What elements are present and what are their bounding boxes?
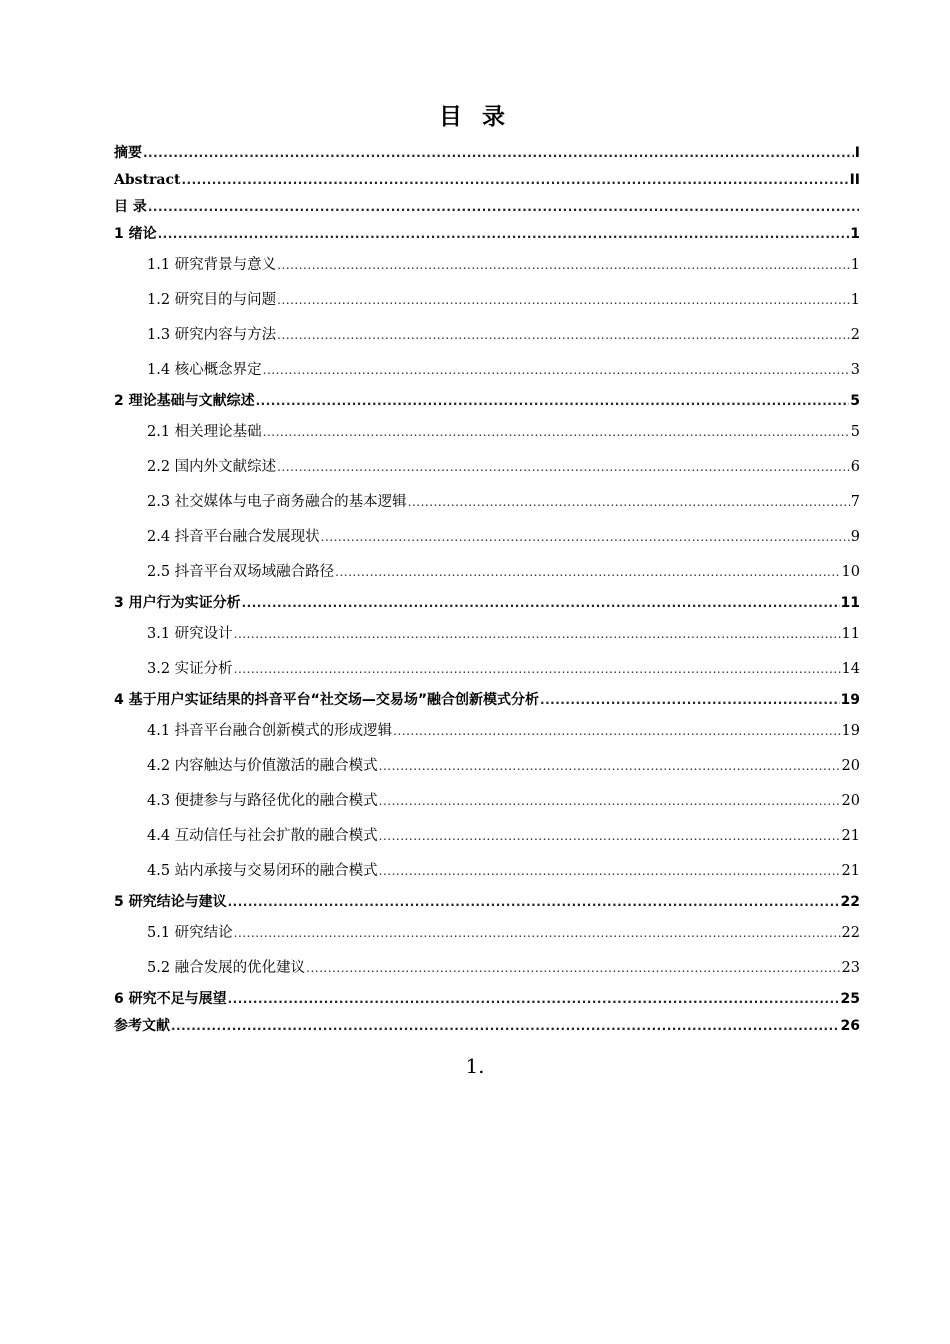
toc-entry-label: 2.5 抖音平台双场域融合路径 [147,564,335,580]
toc-leader-dots [234,617,841,652]
toc-entry-label: 3 用户行为实证分析 [114,595,241,611]
toc-leader-dots [540,687,839,714]
toc-entry-label: 1.2 研究目的与问题 [147,292,277,308]
toc-section-entry[interactable] [114,555,860,590]
toc-entry-label: 5 研究结论与建议 [114,894,227,910]
toc-entry-label: 2.3 社交媒体与电子商务融合的基本逻辑 [147,494,407,510]
toc-section-entry[interactable] [114,749,860,784]
toc-entry-label: 2.2 国内外文献综述 [147,459,277,475]
toc-page-number: 1 [850,257,860,273]
toc-page-number: 5 [850,393,860,409]
toc-entry-label: 4.5 站内承接与交易闭环的融合模式 [147,863,378,879]
toc-page-number: 2 [850,327,860,343]
toc-page-number: 21 [841,828,860,844]
toc-leader-dots [277,450,850,485]
toc-page-number: 20 [841,793,860,809]
toc-leader-dots [277,248,850,283]
toc-section-entry[interactable] [114,714,860,749]
toc-entry-label: 2 理论基础与文献综述 [114,393,255,409]
toc-page-number: 22 [841,925,860,941]
toc-page-number: 23 [841,960,860,976]
toc-leader-dots [263,353,850,388]
toc-entry-label: 5.1 研究结论 [147,925,233,941]
toc-entry-label: 3.1 研究设计 [147,626,233,642]
toc-page-number: 25 [840,991,860,1007]
toc-chapter-entry[interactable] [114,140,860,167]
toc-leader-dots [228,986,840,1013]
toc-section-entry[interactable] [114,652,860,687]
toc-entry-label: 4.1 抖音平台融合创新模式的形成逻辑 [147,723,393,739]
toc-chapter-entry[interactable] [114,167,860,194]
toc-leader-dots [234,652,841,687]
toc-title: 目 录 [438,104,511,130]
toc-page-number: 21 [841,863,860,879]
toc-section-entry[interactable] [114,485,860,520]
toc-chapter-entry[interactable] [114,986,860,1013]
toc-leader-dots [277,283,850,318]
toc-leader-dots [158,221,850,248]
toc-section-entry[interactable] [114,784,860,819]
toc-leader-dots [148,194,859,221]
toc-entry-label: 1.4 核心概念界定 [147,362,262,378]
toc-entry-label: 1.3 研究内容与方法 [147,327,277,343]
toc-entry-label: 摘要 [114,145,142,161]
toc-page-number: 7 [850,494,860,510]
toc-leader-dots [228,889,840,916]
toc-section-entry[interactable] [114,450,860,485]
toc-section-entry[interactable] [114,248,860,283]
toc-leader-dots [335,555,840,590]
toc-page-number: 19 [840,692,860,708]
toc-page-number: 10 [841,564,860,580]
toc-section-entry[interactable] [114,819,860,854]
toc-chapter-entry[interactable] [114,221,860,248]
toc-leader-dots [234,916,841,951]
toc-leader-dots [408,485,850,520]
toc-leader-dots [263,415,850,450]
toc-leader-dots [256,388,850,415]
toc-leader-dots [321,520,850,555]
toc-entry-label: 1.1 研究背景与意义 [147,257,277,273]
toc-leader-dots [379,819,841,854]
toc-list [114,140,860,1040]
toc-entry-label: Abstract [114,172,181,188]
toc-section-entry[interactable] [114,353,860,388]
toc-page-number: 20 [841,758,860,774]
toc-page-number: 11 [840,595,860,611]
toc-entry-label: 2.4 抖音平台融合发展现状 [147,529,320,545]
toc-chapter-entry[interactable] [114,590,860,617]
toc-page-number: 26 [840,1018,860,1034]
toc-section-entry[interactable] [114,520,860,555]
toc-page-number: 9 [850,529,860,545]
toc-section-entry[interactable] [114,283,860,318]
toc-entry-label: 目 录 [114,199,147,215]
toc-section-entry[interactable] [114,415,860,450]
toc-leader-dots [379,784,841,819]
toc-page-number: 5 [850,424,860,440]
toc-section-entry[interactable] [114,617,860,652]
toc-entry-label: 2.1 相关理论基础 [147,424,262,440]
toc-entry-label: 4.2 内容触达与价值激活的融合模式 [147,758,378,774]
toc-section-entry[interactable] [114,318,860,353]
toc-entry-label: 4 基于用户实证结果的抖音平台“社交场—交易场”融合创新模式分析 [114,692,540,708]
toc-page-number: II [849,172,860,188]
toc-entry-label: 4.4 互动信任与社会扩散的融合模式 [147,828,378,844]
page-footer-number: 1. [465,1054,485,1078]
toc-entry-label: 6 研究不足与展望 [114,991,227,1007]
toc-entry-label: 5.2 融合发展的优化建议 [147,960,306,976]
toc-page-number: 11 [841,626,860,642]
toc-section-entry[interactable] [114,951,860,986]
toc-page-number: I [854,145,860,161]
toc-page-number: 1 [850,226,860,242]
toc-entry-label: 4.3 便捷参与与路径优化的融合模式 [147,793,378,809]
toc-page-number: 1 [850,292,860,308]
toc-page-number: 6 [850,459,860,475]
toc-page-number: 22 [840,894,860,910]
toc-chapter-entry[interactable] [114,687,860,714]
toc-leader-dots [306,951,840,986]
toc-leader-dots [277,318,850,353]
toc-page-number: 19 [841,723,860,739]
toc-leader-dots [379,749,841,784]
toc-entry-label: 参考文献 [114,1018,170,1034]
toc-leader-dots [242,590,840,617]
toc-page-number: 14 [841,661,860,677]
toc-entry-label: 1 绪论 [114,226,157,242]
toc-leader-dots [379,854,841,889]
toc-entry-label: 3.2 实证分析 [147,661,233,677]
toc-chapter-entry[interactable] [114,388,860,415]
toc-chapter-entry[interactable] [114,889,860,916]
toc-leader-dots [171,1013,840,1040]
toc-leader-dots [181,167,848,194]
toc-chapter-entry[interactable] [114,1013,860,1040]
toc-chapter-entry[interactable] [114,194,860,221]
toc-section-entry[interactable] [114,854,860,889]
toc-leader-dots [143,140,854,167]
toc-leader-dots [393,714,840,749]
toc-section-entry[interactable] [114,916,860,951]
toc-page-number: 3 [850,362,860,378]
